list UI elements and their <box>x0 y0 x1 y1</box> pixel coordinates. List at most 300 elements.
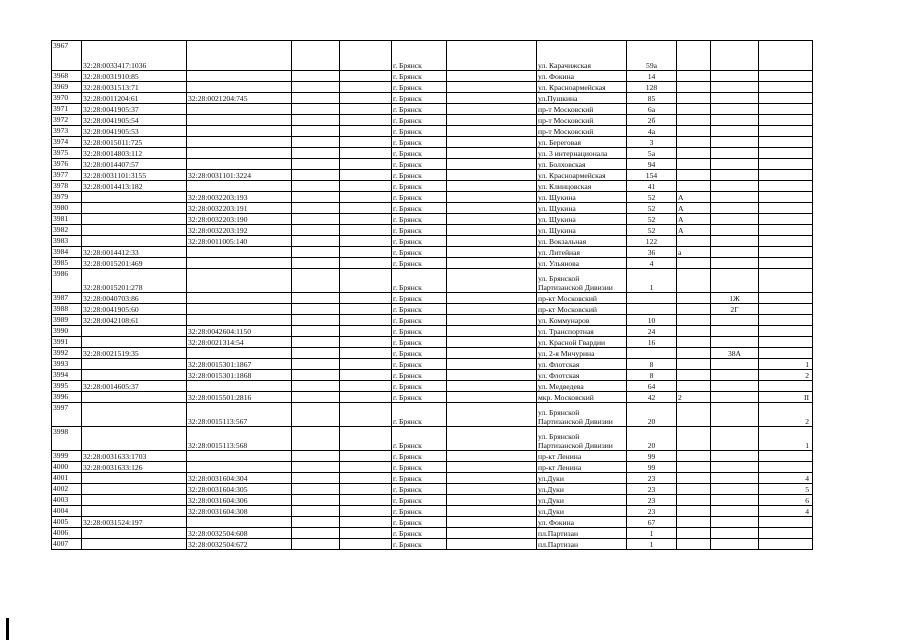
table-row <box>52 115 813 126</box>
city-cell: г. Брянск <box>392 236 447 247</box>
empty-cell <box>340 506 392 517</box>
city-cell: г. Брянск <box>392 203 447 214</box>
house-number-cell: 52 <box>627 225 677 236</box>
empty-cell <box>292 258 340 269</box>
empty-cell <box>292 247 340 258</box>
building-cell <box>711 506 759 517</box>
empty-cell <box>340 495 392 506</box>
empty-cell <box>292 495 340 506</box>
empty-cell <box>292 326 340 337</box>
empty-cell <box>447 82 537 93</box>
empty-cell <box>340 326 392 337</box>
empty-cell <box>447 337 537 348</box>
empty-cell <box>340 192 392 203</box>
cadastral-number-cell <box>82 192 187 203</box>
building-cell <box>711 539 759 550</box>
street-cell: ул.Пушкина <box>537 93 627 104</box>
street-cell: ул. Коммунаров <box>537 315 627 326</box>
letter-cell <box>677 115 711 126</box>
empty-cell <box>447 392 537 403</box>
empty-cell <box>447 41 537 71</box>
letter-cell: а <box>677 247 711 258</box>
row-number-cell: 3977 <box>52 170 82 181</box>
city-cell: г. Брянск <box>392 337 447 348</box>
empty-cell <box>292 315 340 326</box>
cadastral-number-cell <box>82 427 187 451</box>
letter-cell <box>677 381 711 392</box>
empty-cell <box>447 517 537 528</box>
letter-cell <box>677 403 711 427</box>
row-number-cell: 3982 <box>52 225 82 236</box>
house-number-cell: 41 <box>627 181 677 192</box>
cadastral-number-cell <box>82 214 187 225</box>
city-cell: г. Брянск <box>392 258 447 269</box>
row-number-cell: 4000 <box>52 462 82 473</box>
cadastral-number-cell: 32:28:0014412:33 <box>82 247 187 258</box>
apartment-cell <box>759 93 813 104</box>
empty-cell <box>292 381 340 392</box>
empty-cell <box>340 258 392 269</box>
empty-cell <box>292 427 340 451</box>
letter-cell <box>677 348 711 359</box>
building-cell <box>711 315 759 326</box>
apartment-cell <box>759 214 813 225</box>
city-cell: г. Брянск <box>392 170 447 181</box>
apartment-cell <box>759 192 813 203</box>
house-number-cell: 3 <box>627 137 677 148</box>
empty-cell <box>292 115 340 126</box>
building-cadastral-number-cell: 32:28:0032203:193 <box>187 192 292 203</box>
building-cell <box>711 203 759 214</box>
apartment-cell <box>759 304 813 315</box>
table-row <box>52 517 813 528</box>
house-number-cell: 16 <box>627 337 677 348</box>
row-number-cell: 3976 <box>52 159 82 170</box>
building-cell <box>711 41 759 71</box>
house-number-cell: 67 <box>627 517 677 528</box>
city-cell: г. Брянск <box>392 427 447 451</box>
empty-cell <box>340 315 392 326</box>
cadastral-number-cell: 32:28:0015201:278 <box>82 269 187 293</box>
cadastral-number-cell: 32:28:0031513:71 <box>82 82 187 93</box>
row-number-cell: 3994 <box>52 370 82 381</box>
building-cadastral-number-cell: 32:28:0031604:304 <box>187 473 292 484</box>
empty-cell <box>340 348 392 359</box>
letter-cell <box>677 484 711 495</box>
building-cell <box>711 137 759 148</box>
empty-cell <box>447 93 537 104</box>
apartment-cell <box>759 539 813 550</box>
letter-cell <box>677 462 711 473</box>
building-cadastral-number-cell <box>187 115 292 126</box>
empty-cell <box>447 203 537 214</box>
street-cell: пр-кт Московский <box>537 304 627 315</box>
city-cell: г. Брянск <box>392 304 447 315</box>
empty-cell <box>340 170 392 181</box>
table-row <box>52 159 813 170</box>
building-cadastral-number-cell: 32:28:0032203:190 <box>187 214 292 225</box>
street-cell: ул. Карачижская <box>537 41 627 71</box>
empty-cell <box>447 451 537 462</box>
apartment-cell: 4 <box>759 473 813 484</box>
building-cell <box>711 495 759 506</box>
empty-cell <box>292 104 340 115</box>
building-cell <box>711 528 759 539</box>
city-cell: г. Брянск <box>392 370 447 381</box>
address-registry-table <box>51 40 813 550</box>
table-row <box>52 304 813 315</box>
cadastral-number-cell: 32:28:0015201:469 <box>82 258 187 269</box>
row-number-cell: 3990 <box>52 326 82 337</box>
empty-cell <box>340 115 392 126</box>
table-row <box>52 392 813 403</box>
building-cadastral-number-cell <box>187 258 292 269</box>
house-number-cell: 85 <box>627 93 677 104</box>
apartment-cell <box>759 315 813 326</box>
row-number-cell: 3991 <box>52 337 82 348</box>
building-cell: 2Г <box>711 304 759 315</box>
cadastral-number-cell <box>82 539 187 550</box>
city-cell: г. Брянск <box>392 359 447 370</box>
street-cell: ул. Береговая <box>537 137 627 148</box>
row-number-cell: 3998 <box>52 427 82 451</box>
street-cell: ул. Фокина <box>537 71 627 82</box>
street-cell: ул. Флотская <box>537 359 627 370</box>
letter-cell <box>677 82 711 93</box>
row-number-cell: 3992 <box>52 348 82 359</box>
building-cell <box>711 93 759 104</box>
empty-cell <box>292 214 340 225</box>
city-cell: г. Брянск <box>392 41 447 71</box>
empty-cell <box>447 348 537 359</box>
empty-cell <box>447 359 537 370</box>
house-number-cell: 36 <box>627 247 677 258</box>
letter-cell <box>677 337 711 348</box>
street-cell: ул. Вокзальная <box>537 236 627 247</box>
empty-cell <box>447 381 537 392</box>
empty-cell <box>292 451 340 462</box>
apartment-cell <box>759 247 813 258</box>
empty-cell <box>447 236 537 247</box>
apartment-cell <box>759 337 813 348</box>
apartment-cell <box>759 225 813 236</box>
building-cell <box>711 225 759 236</box>
street-cell: пр-т Московский <box>537 126 627 137</box>
street-cell: ул. 2-я Мичурина <box>537 348 627 359</box>
empty-cell <box>340 247 392 258</box>
apartment-cell: 1 <box>759 359 813 370</box>
house-number-cell: 1 <box>627 528 677 539</box>
house-number-cell: 8 <box>627 359 677 370</box>
letter-cell: 2 <box>677 392 711 403</box>
empty-cell <box>340 214 392 225</box>
row-number-cell: 3983 <box>52 236 82 247</box>
empty-cell <box>447 181 537 192</box>
empty-cell <box>340 517 392 528</box>
empty-cell <box>292 137 340 148</box>
cadastral-number-cell: 32:28:0014407:57 <box>82 159 187 170</box>
empty-cell <box>292 528 340 539</box>
letter-cell <box>677 473 711 484</box>
letter-cell <box>677 539 711 550</box>
street-cell: ул. Щукина <box>537 192 627 203</box>
row-number-cell: 3995 <box>52 381 82 392</box>
building-cell <box>711 82 759 93</box>
empty-cell <box>292 203 340 214</box>
building-cadastral-number-cell: 32:28:0042604:1150 <box>187 326 292 337</box>
building-cadastral-number-cell: 32:28:0015301:1867 <box>187 359 292 370</box>
apartment-cell: II <box>759 392 813 403</box>
table-row <box>52 93 813 104</box>
table-row <box>52 315 813 326</box>
building-cadastral-number-cell <box>187 293 292 304</box>
letter-cell <box>677 181 711 192</box>
house-number-cell: 128 <box>627 82 677 93</box>
building-cell: 38А <box>711 348 759 359</box>
house-number-cell: 5а <box>627 148 677 159</box>
building-cadastral-number-cell: 32:28:0031604:306 <box>187 495 292 506</box>
table-row <box>52 192 813 203</box>
empty-cell <box>447 484 537 495</box>
row-number-cell: 4001 <box>52 473 82 484</box>
cadastral-number-cell <box>82 236 187 247</box>
building-cadastral-number-cell <box>187 381 292 392</box>
empty-cell <box>292 236 340 247</box>
empty-cell <box>447 473 537 484</box>
building-cadastral-number-cell: 32:28:0032504:672 <box>187 539 292 550</box>
table-row <box>52 506 813 517</box>
city-cell: г. Брянск <box>392 517 447 528</box>
house-number-cell: 154 <box>627 170 677 181</box>
row-number-cell: 3968 <box>52 71 82 82</box>
empty-cell <box>447 495 537 506</box>
row-number-cell: 3967 <box>52 41 82 71</box>
city-cell: г. Брянск <box>392 528 447 539</box>
building-cell <box>711 427 759 451</box>
apartment-cell <box>759 82 813 93</box>
table-row <box>52 181 813 192</box>
building-cadastral-number-cell <box>187 451 292 462</box>
house-number-cell: 99 <box>627 451 677 462</box>
row-number-cell: 3988 <box>52 304 82 315</box>
building-cell <box>711 104 759 115</box>
row-number-cell: 3997 <box>52 403 82 427</box>
empty-cell <box>340 126 392 137</box>
cadastral-number-cell: 32:28:0031633:1703 <box>82 451 187 462</box>
street-cell: ул. Клинцовская <box>537 181 627 192</box>
city-cell: г. Брянск <box>392 348 447 359</box>
apartment-cell: 2 <box>759 403 813 427</box>
cadastral-number-cell: 32:28:0031524:197 <box>82 517 187 528</box>
building-cadastral-number-cell: 32:28:0011005:140 <box>187 236 292 247</box>
cadastral-number-cell <box>82 326 187 337</box>
empty-cell <box>340 293 392 304</box>
letter-cell <box>677 71 711 82</box>
empty-cell <box>340 381 392 392</box>
table-row <box>52 484 813 495</box>
empty-cell <box>292 170 340 181</box>
city-cell: г. Брянск <box>392 381 447 392</box>
house-number-cell: 1 <box>627 269 677 293</box>
letter-cell <box>677 258 711 269</box>
building-cadastral-number-cell: 32:28:0031101:3224 <box>187 170 292 181</box>
street-cell: ул.Дуки <box>537 484 627 495</box>
empty-cell <box>340 359 392 370</box>
building-cell <box>711 159 759 170</box>
house-number-cell: 8 <box>627 370 677 381</box>
apartment-cell <box>759 348 813 359</box>
apartment-cell: 1 <box>759 427 813 451</box>
street-cell: ул. Флотская <box>537 370 627 381</box>
building-cadastral-number-cell <box>187 181 292 192</box>
empty-cell <box>340 269 392 293</box>
letter-cell <box>677 517 711 528</box>
empty-cell <box>340 473 392 484</box>
letter-cell <box>677 170 711 181</box>
empty-cell <box>292 225 340 236</box>
house-number-cell <box>627 348 677 359</box>
street-cell: ул. Транспортная <box>537 326 627 337</box>
street-cell: ул.Дуки <box>537 495 627 506</box>
letter-cell <box>677 304 711 315</box>
empty-cell <box>447 462 537 473</box>
cadastral-number-cell <box>82 225 187 236</box>
building-cell <box>711 337 759 348</box>
house-number-cell: 52 <box>627 214 677 225</box>
empty-cell <box>292 359 340 370</box>
city-cell: г. Брянск <box>392 115 447 126</box>
cadastral-number-cell: 32:28:0041905:54 <box>82 115 187 126</box>
building-cadastral-number-cell: 32:28:0015501:2816 <box>187 392 292 403</box>
empty-cell <box>340 137 392 148</box>
letter-cell <box>677 236 711 247</box>
building-cadastral-number-cell: 32:28:0015301:1868 <box>187 370 292 381</box>
empty-cell <box>292 506 340 517</box>
table-row <box>52 528 813 539</box>
row-number-cell: 3975 <box>52 148 82 159</box>
letter-cell <box>677 326 711 337</box>
building-cell <box>711 403 759 427</box>
empty-cell <box>447 247 537 258</box>
apartment-cell <box>759 269 813 293</box>
empty-cell <box>447 126 537 137</box>
row-number-cell: 3978 <box>52 181 82 192</box>
empty-cell <box>447 115 537 126</box>
city-cell: г. Брянск <box>392 315 447 326</box>
table-row <box>52 258 813 269</box>
apartment-cell <box>759 462 813 473</box>
letter-cell: А <box>677 192 711 203</box>
building-cadastral-number-cell <box>187 517 292 528</box>
street-cell: ул. Медведева <box>537 381 627 392</box>
table-row <box>52 403 813 427</box>
apartment-cell <box>759 451 813 462</box>
building-cadastral-number-cell <box>187 315 292 326</box>
street-cell: ул.Дуки <box>537 473 627 484</box>
row-number-cell: 4002 <box>52 484 82 495</box>
row-number-cell: 3979 <box>52 192 82 203</box>
house-number-cell: 52 <box>627 192 677 203</box>
letter-cell <box>677 451 711 462</box>
street-cell: пл.Партизан <box>537 528 627 539</box>
street-cell: ул. Фокина <box>537 517 627 528</box>
house-number-cell: 20 <box>627 403 677 427</box>
house-number-cell: 122 <box>627 236 677 247</box>
building-cadastral-number-cell <box>187 348 292 359</box>
table-row <box>52 214 813 225</box>
row-number-cell: 3993 <box>52 359 82 370</box>
city-cell: г. Брянск <box>392 495 447 506</box>
apartment-cell <box>759 148 813 159</box>
empty-cell <box>340 484 392 495</box>
apartment-cell <box>759 236 813 247</box>
letter-cell <box>677 104 711 115</box>
city-cell: г. Брянск <box>392 159 447 170</box>
building-cadastral-number-cell <box>187 159 292 170</box>
empty-cell <box>292 337 340 348</box>
city-cell: г. Брянск <box>392 181 447 192</box>
building-cadastral-number-cell: 32:28:0032203:192 <box>187 225 292 236</box>
house-number-cell: 99 <box>627 462 677 473</box>
building-cell <box>711 115 759 126</box>
table-row <box>52 451 813 462</box>
apartment-cell: 4 <box>759 506 813 517</box>
city-cell: г. Брянск <box>392 247 447 258</box>
building-cell <box>711 192 759 203</box>
letter-cell <box>677 495 711 506</box>
city-cell: г. Брянск <box>392 539 447 550</box>
cadastral-number-cell: 32:28:0014803:112 <box>82 148 187 159</box>
apartment-cell: 6 <box>759 495 813 506</box>
empty-cell <box>447 269 537 293</box>
empty-cell <box>292 82 340 93</box>
apartment-cell <box>759 137 813 148</box>
apartment-cell <box>759 170 813 181</box>
house-number-cell: 23 <box>627 484 677 495</box>
cadastral-number-cell: 32:28:0031910:85 <box>82 71 187 82</box>
empty-cell <box>292 473 340 484</box>
building-cell <box>711 181 759 192</box>
row-number-cell: 3996 <box>52 392 82 403</box>
table-row <box>52 359 813 370</box>
empty-cell <box>447 326 537 337</box>
cadastral-number-cell: 32:28:0041905:53 <box>82 126 187 137</box>
cadastral-number-cell <box>82 528 187 539</box>
empty-cell <box>292 462 340 473</box>
row-number-cell: 3973 <box>52 126 82 137</box>
building-cadastral-number-cell: 32:28:0015113:567 <box>187 403 292 427</box>
empty-cell <box>292 181 340 192</box>
building-cell <box>711 258 759 269</box>
house-number-cell <box>627 304 677 315</box>
empty-cell <box>292 348 340 359</box>
cadastral-number-cell <box>82 473 187 484</box>
street-cell: ул. Красноармейская <box>537 170 627 181</box>
street-cell: ул. Ульянова <box>537 258 627 269</box>
city-cell: г. Брянск <box>392 137 447 148</box>
cadastral-number-cell <box>82 370 187 381</box>
house-number-cell: 2б <box>627 115 677 126</box>
apartment-cell <box>759 293 813 304</box>
house-number-cell: 4а <box>627 126 677 137</box>
row-number-cell: 3986 <box>52 269 82 293</box>
building-cadastral-number-cell: 32:28:0031604:305 <box>187 484 292 495</box>
building-cadastral-number-cell <box>187 269 292 293</box>
house-number-cell: 64 <box>627 381 677 392</box>
empty-cell <box>292 192 340 203</box>
table-row <box>52 269 813 293</box>
house-number-cell: 20 <box>627 427 677 451</box>
